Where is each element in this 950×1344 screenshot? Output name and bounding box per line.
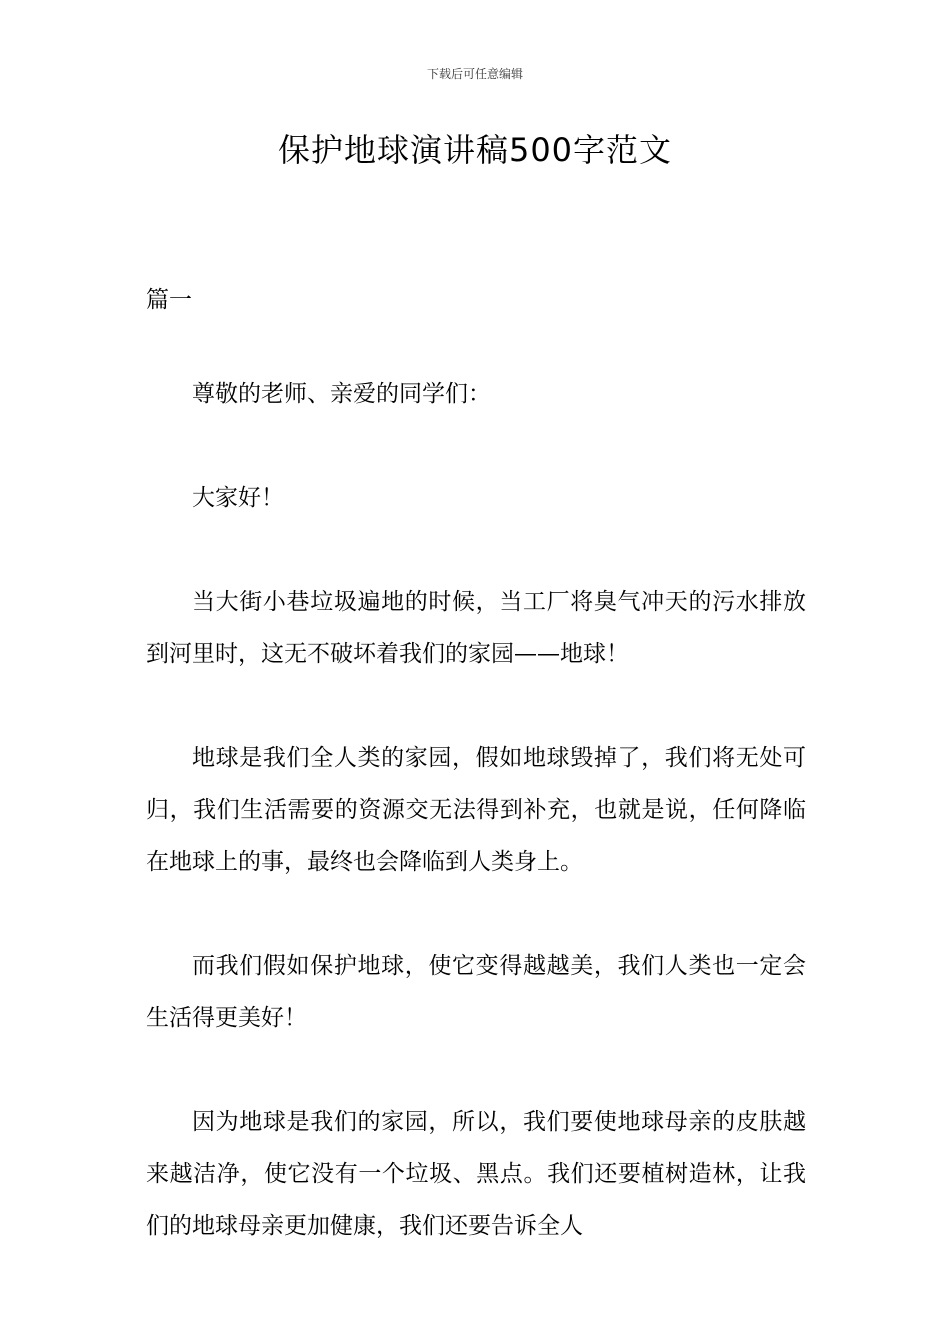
paragraph: 地球是我们全人类的家园，假如地球毁掉了，我们将无处可归，我们生活需要的资源交无法得到补充，也就是说，任何降临在地球上的事，最终也会降临到人类身上。	[146, 745, 806, 875]
paragraph: 而我们假如保护地球，使它变得越越美，我们人类也一定会生活得更美好！	[146, 953, 806, 1031]
paragraph: 当大街小巷垃圾遍地的时候，当工厂将臭气冲天的污水排放到河里时，这无不破坏着我们的家园——地球！	[146, 589, 806, 667]
section-label: 篇一	[146, 287, 192, 313]
paragraph: 因为地球是我们的家园，所以，我们要使地球母亲的皮肤越来越洁净，使它没有一个垃圾、黑点。我们还要植树造林，让我们的地球母亲更加健康，我们还要告诉全人	[146, 1109, 806, 1239]
paragraph-hello: 大家好！	[192, 485, 284, 511]
document-title: 保护地球演讲稿500字范文	[277, 131, 673, 169]
paragraph-greeting: 尊敬的老师、亲爱的同学们：	[192, 381, 491, 407]
body-text	[146, 368, 806, 1304]
header-note: 下载后可任意编辑	[426, 67, 523, 81]
